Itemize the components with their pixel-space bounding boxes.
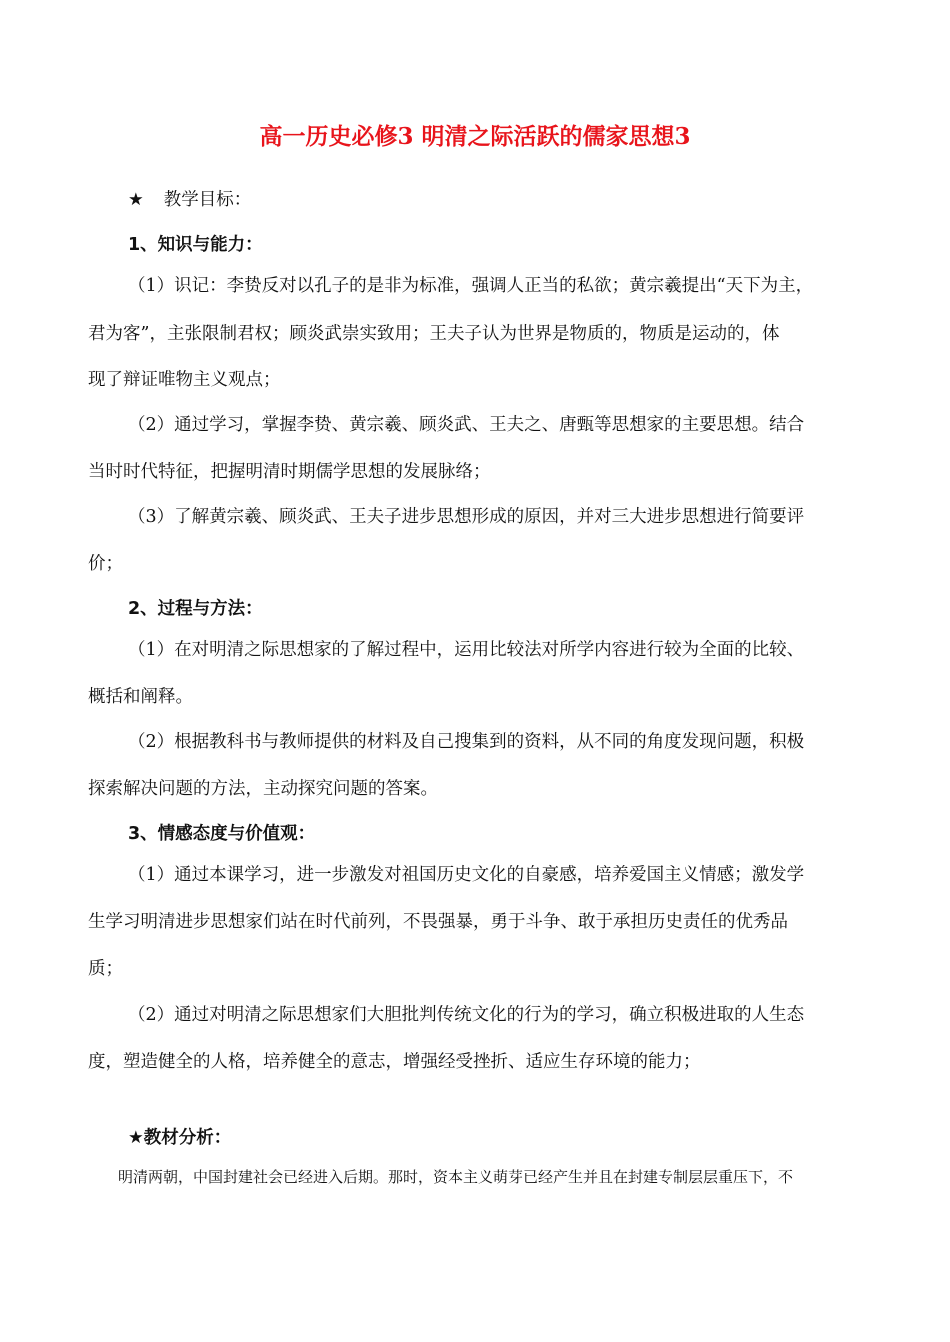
paragraph-line: （1）在对明清之际思想家的了解过程中，运用比较法对所学内容进行较为全面的比较、 (128, 640, 805, 660)
paragraph-line: 生学习明清进步思想家们站在时代前列，不畏强暴，勇于斗争、敢于承担历史责任的优秀品 (88, 912, 788, 932)
paragraph-line: （2）根据教科书与教师提供的材料及自己搜集到的资料，从不同的角度发现问题，积极 (128, 732, 805, 752)
page-title: 高一历史必修3 明清之际活跃的儒家思想3 (259, 123, 691, 150)
paragraph-line: 君为客”，主张限制君权；顾炎武崇实致用；王夫子认为世界是物质的，物质是运动的，体 (88, 324, 780, 344)
teaching-goals-label: 教学目标： (163, 190, 252, 210)
paragraph-line: 度，塑造健全的人格，培养健全的意志，增强经受挫折、适应生存环境的能力； (88, 1052, 701, 1072)
paragraph-line: （3）了解黄宗羲、顾炎武、王夫子进步思想形成的原因，并对三大进步思想进行简要评 (128, 507, 805, 527)
analysis-heading: ★教材分析： (128, 1128, 232, 1148)
paragraph-line: （1）识记：李贽反对以孔子的是非为标准，强调人正当的私欲；黄宗羲提出“天下为主， (128, 276, 814, 296)
paragraph-line: 探索解决问题的方法，主动探究问题的答案。 (88, 779, 438, 799)
section-heading: 3、情感态度与价值观： (128, 824, 316, 844)
paragraph-line: （2）通过学习，掌握李贽、黄宗羲、顾炎武、王夫之、唐甄等思想家的主要思想。结合 (128, 415, 805, 435)
paragraph-line: 当时时代特征，把握明清时期儒学思想的发展脉络； (88, 462, 491, 482)
section-heading: 2、过程与方法： (128, 599, 263, 619)
teaching-goals-heading (128, 186, 251, 211)
paragraph-line: 现了辩证唯物主义观点； (88, 370, 281, 390)
analysis-text: 明清两朝，中国封建社会已经进入后期。那时，资本主义萌芽已经产生并且在封建专制层层重压下，不 (118, 1168, 794, 1186)
paragraph-line: 概括和阐释。 (88, 687, 193, 707)
section-heading: 1、知识与能力： (128, 235, 263, 255)
paragraph-line: （1）通过本课学习，进一步激发对祖国历史文化的自豪感，培养爱国主义情感；激发学 (128, 865, 805, 885)
paragraph-line: （2）通过对明清之际思想家们大胆批判传统文化的行为的学习，确立积极进取的人生态 (128, 1005, 805, 1025)
star-icon: ★ (128, 190, 144, 210)
paragraph-line: 质； (88, 959, 123, 979)
paragraph-line: 价； (88, 554, 123, 574)
